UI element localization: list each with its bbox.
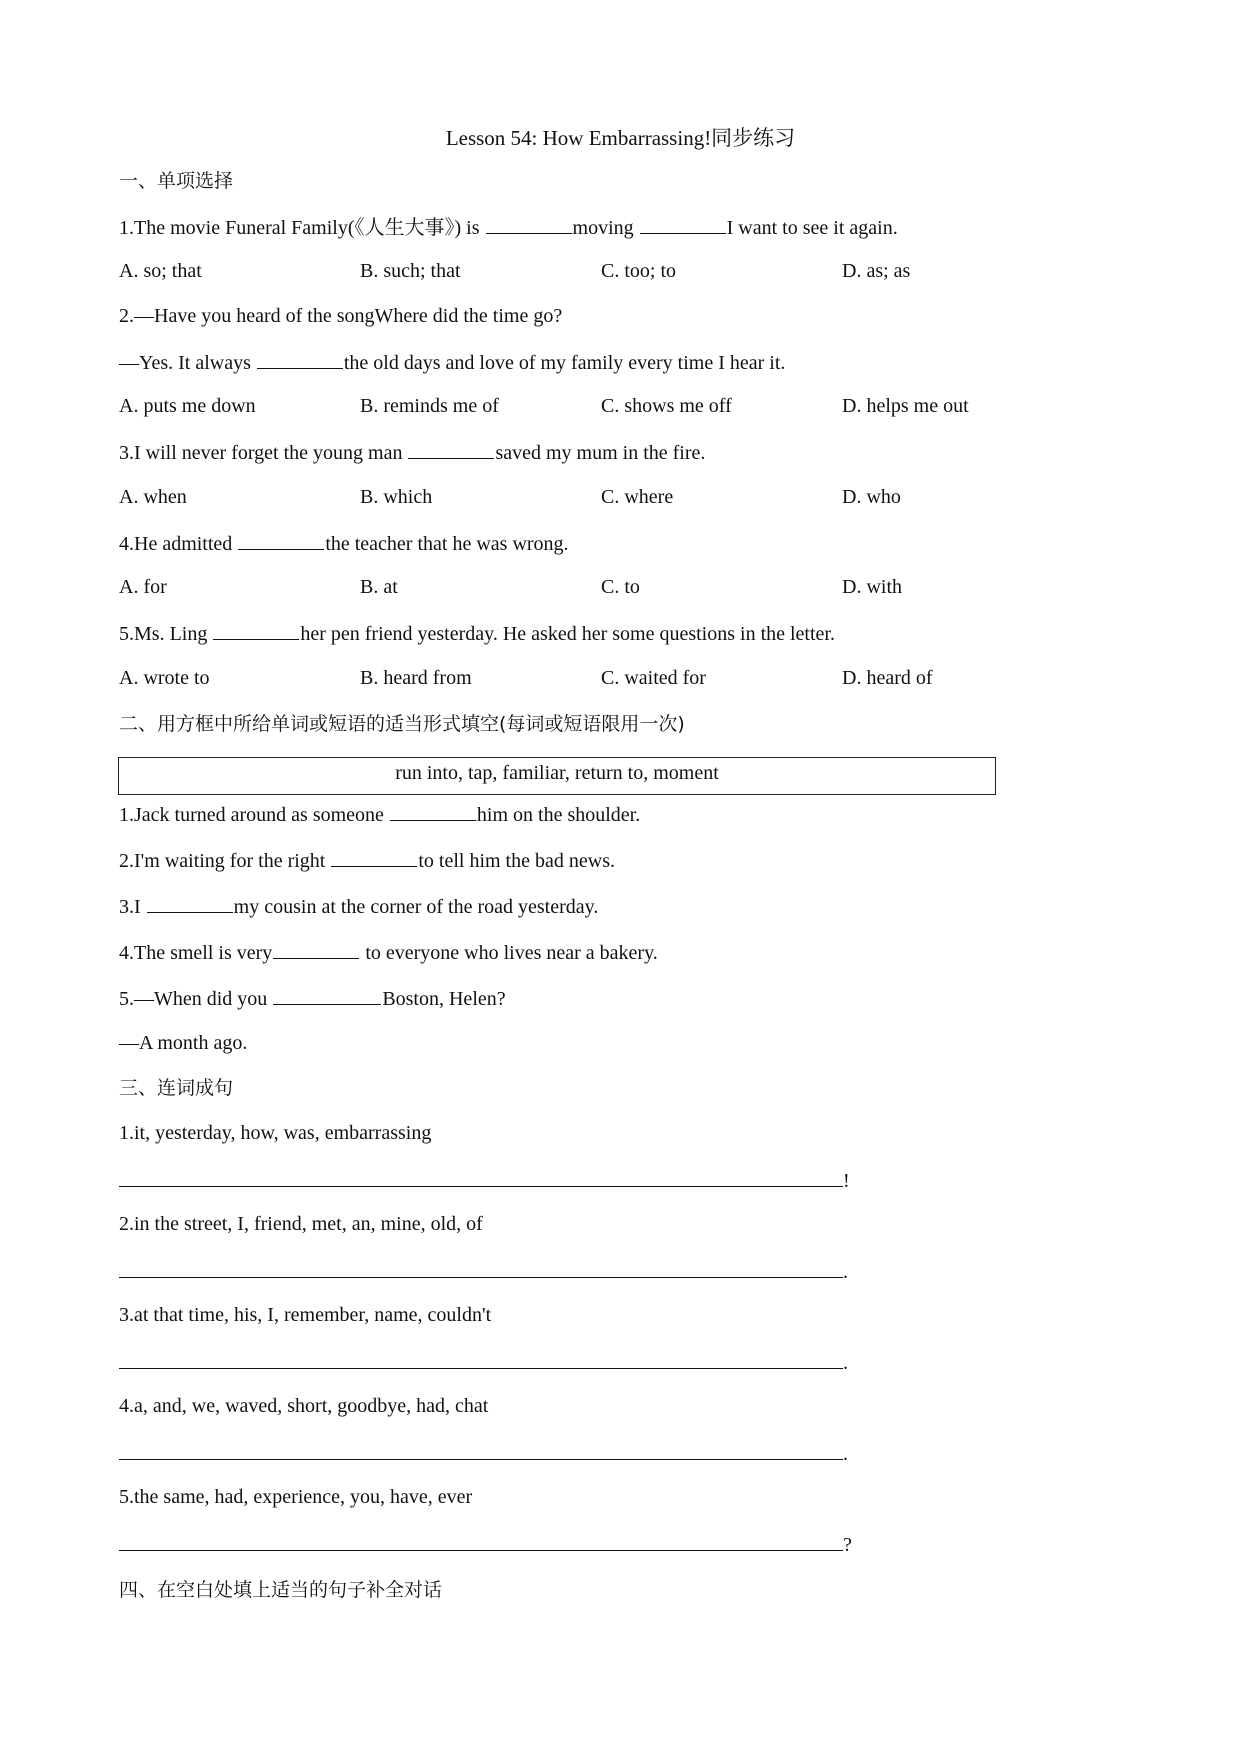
sentence-item-5-words: 5.the same, had, experience, you, have, ever — [119, 1486, 473, 1508]
option-d: D. heard of — [842, 667, 933, 689]
answer-blank — [257, 348, 343, 369]
sentence-item-2-answer-line: . — [119, 1257, 848, 1283]
answer-blank — [408, 438, 494, 459]
answer-blank — [273, 938, 359, 959]
option-a: A. wrote to — [119, 667, 210, 689]
question-3-options — [119, 484, 1019, 510]
page-title: Lesson 54: How Embarrassing!同步练习 — [445, 126, 796, 150]
option-c: C. shows me off — [601, 395, 732, 417]
answer-blank — [640, 213, 726, 234]
fill-item-1: 1.Jack turned around as someone him on the shoulder. — [119, 800, 640, 828]
answer-line — [119, 1166, 843, 1187]
question-1-options — [119, 258, 1019, 284]
option-d: D. helps me out — [842, 395, 969, 417]
section-1-heading: 一、单项选择 — [119, 170, 234, 192]
fill-item-5-reply: —A month ago. — [119, 1032, 248, 1054]
answer-blank — [238, 529, 324, 550]
option-a: A. for — [119, 576, 167, 598]
question-2: 2.—Have you heard of the songWhere did the time go? — [119, 305, 563, 327]
fill-item-2: 2.I'm waiting for the right to tell him the bad news. — [119, 846, 615, 874]
sentence-item-5-answer-line: ? — [119, 1530, 852, 1556]
option-a: A. puts me down — [119, 395, 256, 417]
answer-line — [119, 1348, 843, 1369]
option-c: C. where — [601, 486, 674, 508]
sentence-item-4-answer-line: . — [119, 1439, 848, 1465]
answer-line — [119, 1530, 843, 1551]
sentence-item-1-words: 1.it, yesterday, how, was, embarrassing — [119, 1122, 432, 1144]
option-c: C. to — [601, 576, 640, 598]
option-a: A. so; that — [119, 260, 202, 282]
sentence-item-3-words: 3.at that time, his, I, remember, name, couldn't — [119, 1304, 492, 1326]
option-c: C. too; to — [601, 260, 677, 282]
answer-blank — [486, 213, 572, 234]
section-2-heading: 二、用方框中所给单词或短语的适当形式填空(每词或短语限用一次) — [119, 713, 685, 735]
option-d: D. who — [842, 486, 901, 508]
option-b: B. at — [360, 576, 398, 598]
question-2-options — [119, 393, 1019, 419]
answer-line — [119, 1439, 843, 1460]
option-d: D. as; as — [842, 260, 911, 282]
fill-item-4: 4.The smell is very to everyone who lives near a bakery. — [119, 938, 658, 966]
option-d: D. with — [842, 576, 902, 598]
answer-blank — [147, 892, 233, 913]
section-4-heading: 四、在空白处填上适当的句子补全对话 — [119, 1579, 443, 1601]
question-3: 3.I will never forget the young man saved my mum in the fire. — [119, 438, 705, 466]
question-1: 1.The movie Funeral Family(《人生大事》) is moving I want to see it again. — [119, 213, 898, 241]
fill-item-3: 3.I my cousin at the corner of the road yesterday. — [119, 892, 598, 920]
fill-item-5: 5.—When did you Boston, Helen? — [119, 984, 506, 1012]
sentence-item-4-words: 4.a, and, we, waved, short, goodbye, had, chat — [119, 1395, 489, 1417]
option-a: A. when — [119, 486, 187, 508]
answer-blank — [331, 846, 417, 867]
sentence-item-3-answer-line: . — [119, 1348, 848, 1374]
question-5-options — [119, 665, 1019, 691]
option-b: B. such; that — [360, 260, 461, 282]
question-4-options — [119, 574, 1019, 600]
answer-blank — [273, 984, 381, 1005]
question-4: 4.He admitted the teacher that he was wrong. — [119, 529, 569, 557]
option-b: B. heard from — [360, 667, 472, 689]
option-b: B. reminds me of — [360, 395, 499, 417]
sentence-item-2-words: 2.in the street, I, friend, met, an, mine, old, of — [119, 1213, 483, 1235]
option-b: B. which — [360, 486, 433, 508]
question-5: 5.Ms. Ling her pen friend yesterday. He asked her some questions in the letter. — [119, 619, 835, 647]
answer-blank — [213, 619, 299, 640]
answer-blank — [390, 800, 476, 821]
option-c: C. waited for — [601, 667, 706, 689]
word-box: run into, tap, familiar, return to, moment — [118, 757, 996, 795]
question-2-reply: —Yes. It always the old days and love of my family every time I hear it. — [119, 348, 785, 376]
section-3-heading: 三、连词成句 — [119, 1077, 234, 1099]
sentence-item-1-answer-line: ! — [119, 1166, 850, 1192]
answer-line — [119, 1257, 843, 1278]
